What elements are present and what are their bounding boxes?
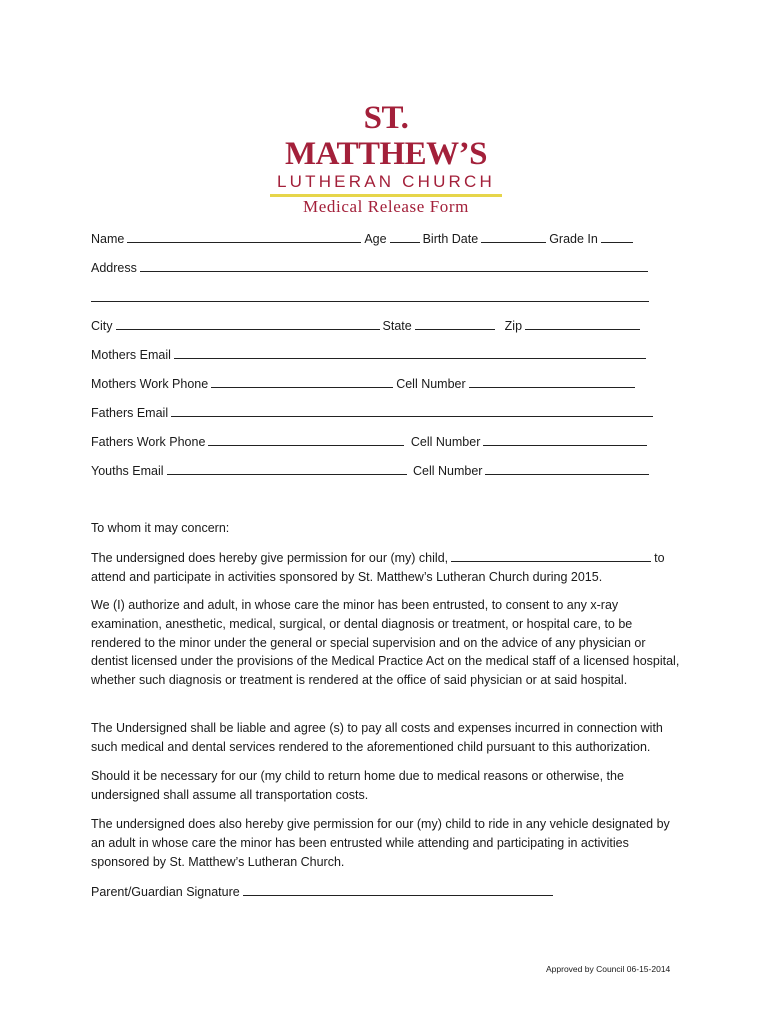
approval-note: Approved by Council 06-15-2014 <box>546 964 671 974</box>
age-label: Age <box>364 232 387 246</box>
name-row <box>91 229 636 247</box>
fathers-work-phone-field[interactable] <box>208 432 404 446</box>
fathers-email-label: Fathers Email <box>91 406 169 420</box>
zip-field[interactable] <box>525 316 640 330</box>
address-label: Address <box>91 261 137 275</box>
signature-row <box>91 882 556 900</box>
mothers-email-row <box>91 345 649 363</box>
city-field[interactable] <box>116 316 380 330</box>
birth-date-field[interactable] <box>481 229 546 243</box>
permission-to: to <box>654 551 665 565</box>
signature-field[interactable] <box>243 882 553 896</box>
fathers-work-phone-label: Fathers Work Phone <box>91 435 206 449</box>
mothers-cell-label: Cell Number <box>396 377 466 391</box>
permission-text-line2: attend and participate in activities sponsored by St. Matthew’s Lutheran Church during 2015. <box>91 569 603 584</box>
logo-church-name: ST. MATTHEW’S <box>284 100 488 172</box>
youths-email-field[interactable] <box>167 461 407 475</box>
fathers-cell-label: Cell Number <box>410 435 481 449</box>
address-row <box>91 258 651 276</box>
child-name-field[interactable] <box>451 548 651 562</box>
church-logo <box>270 100 502 217</box>
address-field[interactable] <box>140 258 648 272</box>
vehicle-paragraph: The undersigned does also hereby give permission for our (my) child to ride in any vehicle designated by an adult in whose care the minor has been entrusted while attending and participating in activities sponsored by St. Matthew’s Lutheran Church. <box>91 817 670 869</box>
permission-text: The undersigned does hereby give permission for our (my) child, <box>91 551 449 565</box>
form-title: Medical Release Form <box>303 197 469 216</box>
signature-label: Parent/Guardian Signature <box>91 885 240 899</box>
youths-email-label: Youths Email <box>91 464 164 478</box>
fathers-phone-row <box>91 432 650 450</box>
youths-cell-label: Cell Number <box>412 464 483 478</box>
state-field[interactable] <box>415 316 495 330</box>
name-field[interactable] <box>127 229 361 243</box>
transportation-paragraph: Should it be necessary for our (my child to return home due to medical reasons or otherwise, the undersigned shall assume all transportation costs. <box>91 769 624 802</box>
birth-date-label: Birth Date <box>422 232 479 246</box>
mothers-work-phone-field[interactable] <box>211 374 393 388</box>
city-label: City <box>91 319 113 333</box>
mothers-email-label: Mothers Email <box>91 348 171 362</box>
youths-email-row <box>91 461 652 479</box>
grade-label: Grade In <box>549 232 598 246</box>
youths-cell-field[interactable] <box>485 461 649 475</box>
mothers-email-field[interactable] <box>174 345 646 359</box>
authorization-paragraph: We (I) authorize and adult, in whose care the minor has been entrusted, to consent to any x-ray examination, anesthetic, medical, surgical, or dental diagnosis or treatment, or hospital care, to be rendered to the minor under the general or special supervision and on the advice of any physician or dentist licensed under the provisions of the Medical Practice Act on the medical staff of a licensed hospital, whether such diagnosis or treatment is rendered at the office of said physician or at said hospital. <box>91 598 680 688</box>
age-field[interactable] <box>390 229 420 243</box>
fathers-cell-field[interactable] <box>483 432 647 446</box>
salutation: To whom it may concern: <box>91 521 230 535</box>
permission-paragraph <box>91 548 681 587</box>
address-field-line2[interactable] <box>91 301 649 302</box>
mothers-phone-row <box>91 374 638 392</box>
name-label: Name <box>91 232 125 246</box>
mothers-work-phone-label: Mothers Work Phone <box>91 377 209 391</box>
grade-field[interactable] <box>601 229 633 243</box>
fathers-email-field[interactable] <box>171 403 653 417</box>
city-row <box>91 316 643 334</box>
mothers-cell-field[interactable] <box>469 374 635 388</box>
liability-paragraph: The Undersigned shall be liable and agree (s) to pay all costs and expenses incurred in connection with such medical and dental services rendered to the aforementioned child pursuant to this authorization. <box>91 721 663 754</box>
state-label: State <box>382 319 412 333</box>
logo-subtitle: LUTHERAN CHURCH <box>276 172 495 191</box>
fathers-email-row <box>91 403 656 421</box>
zip-label: Zip <box>504 319 523 333</box>
